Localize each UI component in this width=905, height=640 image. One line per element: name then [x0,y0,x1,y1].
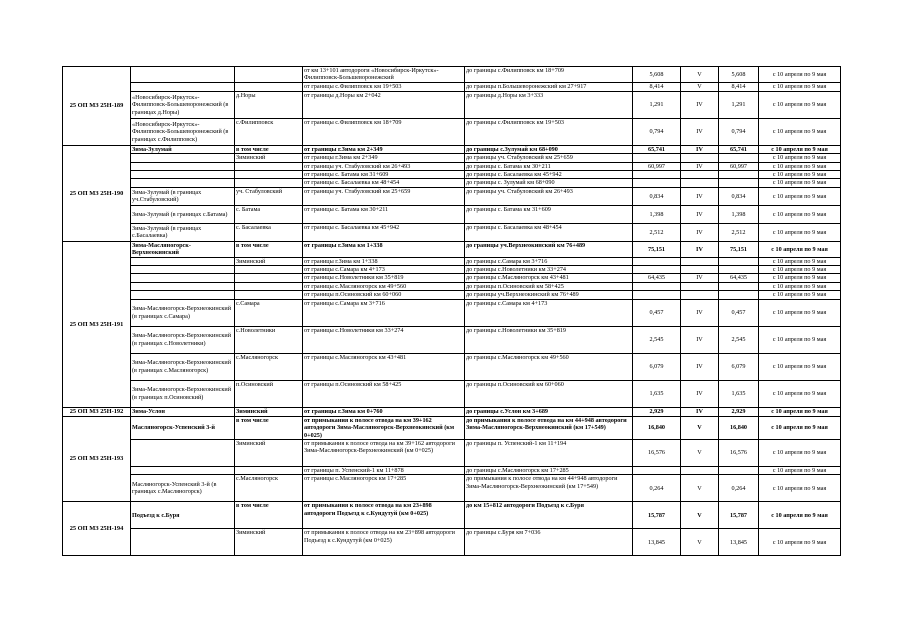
road-id: 25 ОП МЗ 25Н-192 [63,407,131,416]
table-row [63,241,841,257]
section-start: от границы с.Филипповск км 19+503 [303,82,465,91]
table-row [63,179,841,187]
restricted-length: 1,291 [719,91,759,118]
table-row [63,439,841,466]
road-section-name [131,266,235,274]
district-name: с. Батама [235,205,303,223]
section-end: до границы с. Батама км 31+609 [465,205,633,223]
section-length: 15,787 [633,502,681,529]
district-name: Зиминский [235,257,303,265]
section-start: от границы г.Зима км 2+349 [303,154,465,162]
district-name: Зиминский [235,439,303,466]
section-length: 65,741 [633,145,681,153]
section-start: от границы г.Зима км 1+338 [303,257,465,265]
district-name: с.Новолетники [235,326,303,353]
road-category: IV [681,223,719,241]
road-section-name: Зима-Зулумай [131,145,235,153]
restriction-period: с 10 апреля по 9 мая [759,82,841,91]
section-end: до границы с.Филипповск км 18+709 [465,67,633,83]
restriction-period: с 10 апреля по 9 мая [759,299,841,326]
restriction-period: с 10 апреля по 9 мая [759,205,841,223]
section-length [633,266,681,274]
district-name [235,171,303,179]
road-category: V [681,439,719,466]
section-start: от границы с. Басалаевка км 48+454 [303,179,465,187]
section-end: до границы с.Самара км 3+716 [465,257,633,265]
road-section-name: Зима-Зулумай (в границах с.Басалаевка) [131,223,235,241]
road-section-name [131,291,235,299]
section-start: от границы д.Норы км 2+042 [303,91,465,118]
restriction-period: с 10 апреля по 9 мая [759,91,841,118]
restriction-period: с 10 апреля по 9 мая [759,274,841,282]
restricted-length: 15,787 [719,502,759,529]
road-category [681,171,719,179]
section-length [633,179,681,187]
section-start: от границы п. Успенский-1 км 11+878 [303,466,465,474]
table-row [63,326,841,353]
road-section-name: Зима-Масляногорск-Верхнеокинский (в границах с.Новолетники) [131,326,235,353]
road-category: IV [681,299,719,326]
section-start: от границы уч. Стабуловский км 26+493 [303,162,465,170]
restriction-period: с 10 апреля по 9 мая [759,179,841,187]
restricted-length: 16,840 [719,416,759,439]
section-length [633,282,681,290]
section-end: до границы с. Батама км 30+211 [465,162,633,170]
section-length [633,291,681,299]
section-end: до границы с. Басалаевка км 45+942 [465,171,633,179]
restricted-length: 1,635 [719,380,759,407]
restricted-length [719,266,759,274]
section-end: до границы с.Самара км 4+173 [465,299,633,326]
road-section-name: «Новосибирск-Иркутск»-Филипповск-Большеворонежский (в границах с.Филипповск) [131,118,235,145]
district-name: с.Масляногорск [235,353,303,380]
section-start: от границы п.Осиновский км 58+425 [303,380,465,407]
section-start: от границы с.Масляногорск км 49+560 [303,282,465,290]
section-end: до границы с.Буря км 7+036 [465,529,633,556]
restricted-length: 1,398 [719,205,759,223]
road-restrictions-table [62,66,841,556]
section-length: 2,929 [633,407,681,416]
restriction-period: с 10 апреля по 9 мая [759,407,841,416]
restriction-period: с 10 апреля по 9 мая [759,439,841,466]
district-name: уч. Стабуловский [235,187,303,205]
road-section-name [131,67,235,83]
road-id: 25 ОП МЗ 25Н-189 [63,67,131,146]
restricted-length: 0,264 [719,475,759,502]
district-name: с.Масляногорск [235,475,303,502]
restriction-period: с 10 апреля по 9 мая [759,353,841,380]
section-start: от границы с.Масляногорск км 43+481 [303,353,465,380]
district-name [235,291,303,299]
section-length: 2,545 [633,326,681,353]
restricted-length: 0,794 [719,118,759,145]
road-section-name: Масляногорск-Успенский 3-й (в границах с.Масляногорск) [131,475,235,502]
road-category [681,466,719,474]
road-category: V [681,529,719,556]
road-category: IV [681,91,719,118]
road-category [681,266,719,274]
road-section-name: Масляногорск-Успенский 3-й [131,416,235,439]
section-start: от границы с.Филипповск км 18+709 [303,118,465,145]
section-end: до примыкания к полосе отвода на км 44+948 автодороги Зима-Масляногорск-Верхнеокинский (км 17+549) [465,416,633,439]
section-end: до границы п. Успенский-1 км 11+194 [465,439,633,466]
section-start: от границы г.Зима км 1+338 [303,241,465,257]
section-start: от границы с. Батама км 30+211 [303,205,465,223]
section-start: от примыкания к полосе отвода на км 39+162 автодороги Зима-Масляногорск-Верхнеокинский (км 0+025) [303,439,465,466]
table-row [63,82,841,91]
road-category: IV [681,353,719,380]
road-section-name [131,162,235,170]
table-row [63,466,841,474]
restriction-period: с 10 апреля по 9 мая [759,466,841,474]
table-row [63,257,841,265]
road-section-name [131,282,235,290]
road-category: V [681,67,719,83]
section-start: от границы с.Масляногорск км 17+285 [303,475,465,502]
section-length: 0,794 [633,118,681,145]
section-length: 75,151 [633,241,681,257]
district-name: с. Басалаевка [235,223,303,241]
table-row [63,502,841,529]
restriction-period: с 10 апреля по 9 мая [759,475,841,502]
section-end: до границы уч. Стабуловский км 25+659 [465,154,633,162]
restriction-period: с 10 апреля по 9 мая [759,291,841,299]
restriction-period: с 10 апреля по 9 мая [759,67,841,83]
section-length: 60,997 [633,162,681,170]
restricted-length [719,154,759,162]
section-start: от границы с.Новолетники км 35+819 [303,274,465,282]
table-row [63,529,841,556]
restricted-length [719,257,759,265]
restriction-period: с 10 апреля по 9 мая [759,326,841,353]
table-row [63,162,841,170]
table-row [63,282,841,290]
road-category: V [681,82,719,91]
road-section-name [131,439,235,466]
section-length: 1,398 [633,205,681,223]
section-start: от примыкания к полосе отвода на км 23+898 автодороги Подъезд к с.Кундутуй (км 0+025) [303,529,465,556]
table-row [63,154,841,162]
section-end: до границы с.Масляногорск км 43+481 [465,274,633,282]
section-start: от границы уч. Стабуловский км 25+659 [303,187,465,205]
restricted-length: 2,512 [719,223,759,241]
road-id: 25 ОП МЗ 25Н-190 [63,145,131,241]
restriction-period: с 10 апреля по 9 мая [759,529,841,556]
district-name: Зиминский [235,407,303,416]
road-id: 25 ОП МЗ 25Н-191 [63,241,131,407]
section-end: до границы с.Масляногорск км 17+285 [465,466,633,474]
road-category: IV [681,118,719,145]
section-start: от границы с. Басалаевка км 45+942 [303,223,465,241]
road-id: 25 ОП МЗ 25Н-193 [63,416,131,502]
restricted-length: 0,457 [719,299,759,326]
table-row [63,266,841,274]
table-row [63,91,841,118]
table-row [63,67,841,83]
restriction-period: с 10 апреля по 9 мая [759,145,841,153]
road-section-name [131,154,235,162]
table-row [63,353,841,380]
section-length: 64,435 [633,274,681,282]
district-name: с.Филипповск [235,118,303,145]
table-row [63,274,841,282]
section-end: до границы с.Масляногорск км 49+560 [465,353,633,380]
restricted-length: 60,997 [719,162,759,170]
district-name: в том числе [235,241,303,257]
section-end: до границы с.Услон км 3+689 [465,407,633,416]
section-end: до км 15+812 автодороги Подъезд к с.Буря [465,502,633,529]
road-section-name: «Новосибирск-Иркутск»-Филипповск-Большеворонежский (в границах д.Норы) [131,91,235,118]
road-category: V [681,475,719,502]
restricted-length [719,291,759,299]
road-section-name: Зима-Услон [131,407,235,416]
section-end: до границы п.Осиновский км 58+425 [465,282,633,290]
road-category: IV [681,205,719,223]
restriction-period: с 10 апреля по 9 мая [759,380,841,407]
restricted-length: 13,845 [719,529,759,556]
road-section-name: Подъезд к с.Буря [131,502,235,529]
table-row [63,223,841,241]
road-section-name: Зима-Зулумай (в границах с.Батама) [131,205,235,223]
restricted-length [719,179,759,187]
section-start: от границы г.Зима км 0+760 [303,407,465,416]
section-start: от границы с. Батама км 31+609 [303,171,465,179]
restriction-period: с 10 апреля по 9 мая [759,257,841,265]
section-start: от границы п.Осиновский км 60+060 [303,291,465,299]
road-section-name [131,82,235,91]
section-length: 13,845 [633,529,681,556]
restriction-period: с 10 апреля по 9 мая [759,241,841,257]
table-row [63,205,841,223]
section-start: от примыкания к полосе отвода на км 39+162 автодороги Зима-Масляногорск-Верхнеокинский (км 0+025) [303,416,465,439]
district-name: Зиминский [235,529,303,556]
district-name: с.Самара [235,299,303,326]
road-category: V [681,416,719,439]
restriction-period: с 10 апреля по 9 мая [759,187,841,205]
road-section-name [131,274,235,282]
section-length [633,154,681,162]
section-end: до границы уч. Стабуловский км 26+493 [465,187,633,205]
section-end: до границы д.Норы км 3+333 [465,91,633,118]
section-end: до границы с.Филипповск км 19+503 [465,118,633,145]
document-page [62,66,840,556]
district-name: в том числе [235,145,303,153]
road-section-name [131,171,235,179]
restricted-length: 75,151 [719,241,759,257]
restricted-length [719,171,759,179]
restricted-length: 64,435 [719,274,759,282]
road-category: V [681,502,719,529]
road-section-name: Зима-Масляногорск-Верхнеокинский (в границах с.Самара) [131,299,235,326]
section-start: от границы с.Самара км 4+173 [303,266,465,274]
section-length: 1,635 [633,380,681,407]
section-length: 0,264 [633,475,681,502]
district-name [235,282,303,290]
table-row [63,187,841,205]
section-length: 16,840 [633,416,681,439]
district-name [235,82,303,91]
section-start: от км 13+101 автодороги «Новосибирск-Иркутск»-Филипповск-Большеворонежский [303,67,465,83]
table-row [63,145,841,153]
table-row [63,291,841,299]
table-row [63,407,841,416]
road-category: IV [681,145,719,153]
road-category [681,291,719,299]
restricted-length: 16,576 [719,439,759,466]
section-end: до границы уч.Верхнеокинский км 76+489 [465,291,633,299]
section-length: 0,457 [633,299,681,326]
section-length [633,257,681,265]
table-row [63,380,841,407]
restricted-length: 6,079 [719,353,759,380]
district-name [235,179,303,187]
road-category [681,154,719,162]
district-name: п.Осиновский [235,380,303,407]
road-category: IV [681,407,719,416]
section-end: до границы п.Большеворонежский км 27+917 [465,82,633,91]
road-category [681,282,719,290]
restriction-period: с 10 апреля по 9 мая [759,154,841,162]
table-row [63,416,841,439]
table-row [63,299,841,326]
district-name [235,266,303,274]
district-name [235,466,303,474]
restricted-length: 5,608 [719,67,759,83]
road-category: IV [681,326,719,353]
restricted-length: 8,414 [719,82,759,91]
section-end: до границы с. Зулумай км 68+090 [465,179,633,187]
road-section-name: Зима-Зулумай (в границах уч.Стабуловский) [131,187,235,205]
section-start: от границы г.Зима км 2+349 [303,145,465,153]
section-end: до границы с.Новолетники км 33+274 [465,266,633,274]
district-name: Зиминский [235,154,303,162]
road-category: IV [681,241,719,257]
section-end: до границы п.Осиновский км 60+060 [465,380,633,407]
district-name [235,274,303,282]
road-section-name [131,179,235,187]
restricted-length: 2,929 [719,407,759,416]
section-start: от границы с.Самара км 3+716 [303,299,465,326]
restriction-period: с 10 апреля по 9 мая [759,118,841,145]
restriction-period: с 10 апреля по 9 мая [759,416,841,439]
road-category [681,257,719,265]
section-length: 8,414 [633,82,681,91]
table-row [63,171,841,179]
restriction-period: с 10 апреля по 9 мая [759,502,841,529]
section-end: до границы с.Зулумай км 68+090 [465,145,633,153]
road-section-name [131,257,235,265]
road-section-name [131,466,235,474]
section-length [633,466,681,474]
section-start: от примыкания к полосе отвода на км 23+898 автодороги Подъезд к с.Кундутуй (км 0+025) [303,502,465,529]
section-length: 16,576 [633,439,681,466]
restriction-period: с 10 апреля по 9 мая [759,162,841,170]
road-section-name: Зима-Масляногорск-Верхнеокинский (в границах п.Осиновский) [131,380,235,407]
road-category: IV [681,274,719,282]
road-section-name: Зима-Масляногорск-Верхнеокинский (в границах с.Масляногорск) [131,353,235,380]
section-end: до примыкания к полосе отвода на км 44+948 автодороги Зима-Масляногорск-Верхнеокинский (км 17+549) [465,475,633,502]
road-section-name: Зима-Масляногорск-Верхнеокинский [131,241,235,257]
section-end: до границы уч.Верхнеокинский км 76+489 [465,241,633,257]
road-section-name [131,529,235,556]
restriction-period: с 10 апреля по 9 мая [759,171,841,179]
road-category: IV [681,187,719,205]
section-length: 6,079 [633,353,681,380]
section-length [633,171,681,179]
restricted-length: 0,834 [719,187,759,205]
restricted-length [719,282,759,290]
district-name: в том числе [235,502,303,529]
section-end: до границы с.Новолетники км 35+819 [465,326,633,353]
restricted-length: 2,545 [719,326,759,353]
district-name [235,67,303,83]
road-category [681,179,719,187]
section-end: до границы с. Басалаевка км 48+454 [465,223,633,241]
section-length: 1,291 [633,91,681,118]
restriction-period: с 10 апреля по 9 мая [759,282,841,290]
table-row [63,475,841,502]
restriction-period: с 10 апреля по 9 мая [759,266,841,274]
section-length: 5,608 [633,67,681,83]
table-row [63,118,841,145]
road-category: IV [681,162,719,170]
district-name: д.Норы [235,91,303,118]
restriction-period: с 10 апреля по 9 мая [759,223,841,241]
section-length: 2,512 [633,223,681,241]
road-id: 25 ОП МЗ 25Н-194 [63,502,131,556]
section-start: от границы с.Новолетники км 33+274 [303,326,465,353]
road-category: IV [681,380,719,407]
restricted-length [719,466,759,474]
section-length: 0,834 [633,187,681,205]
restricted-length: 65,741 [719,145,759,153]
district-name [235,162,303,170]
district-name: в том числе [235,416,303,439]
